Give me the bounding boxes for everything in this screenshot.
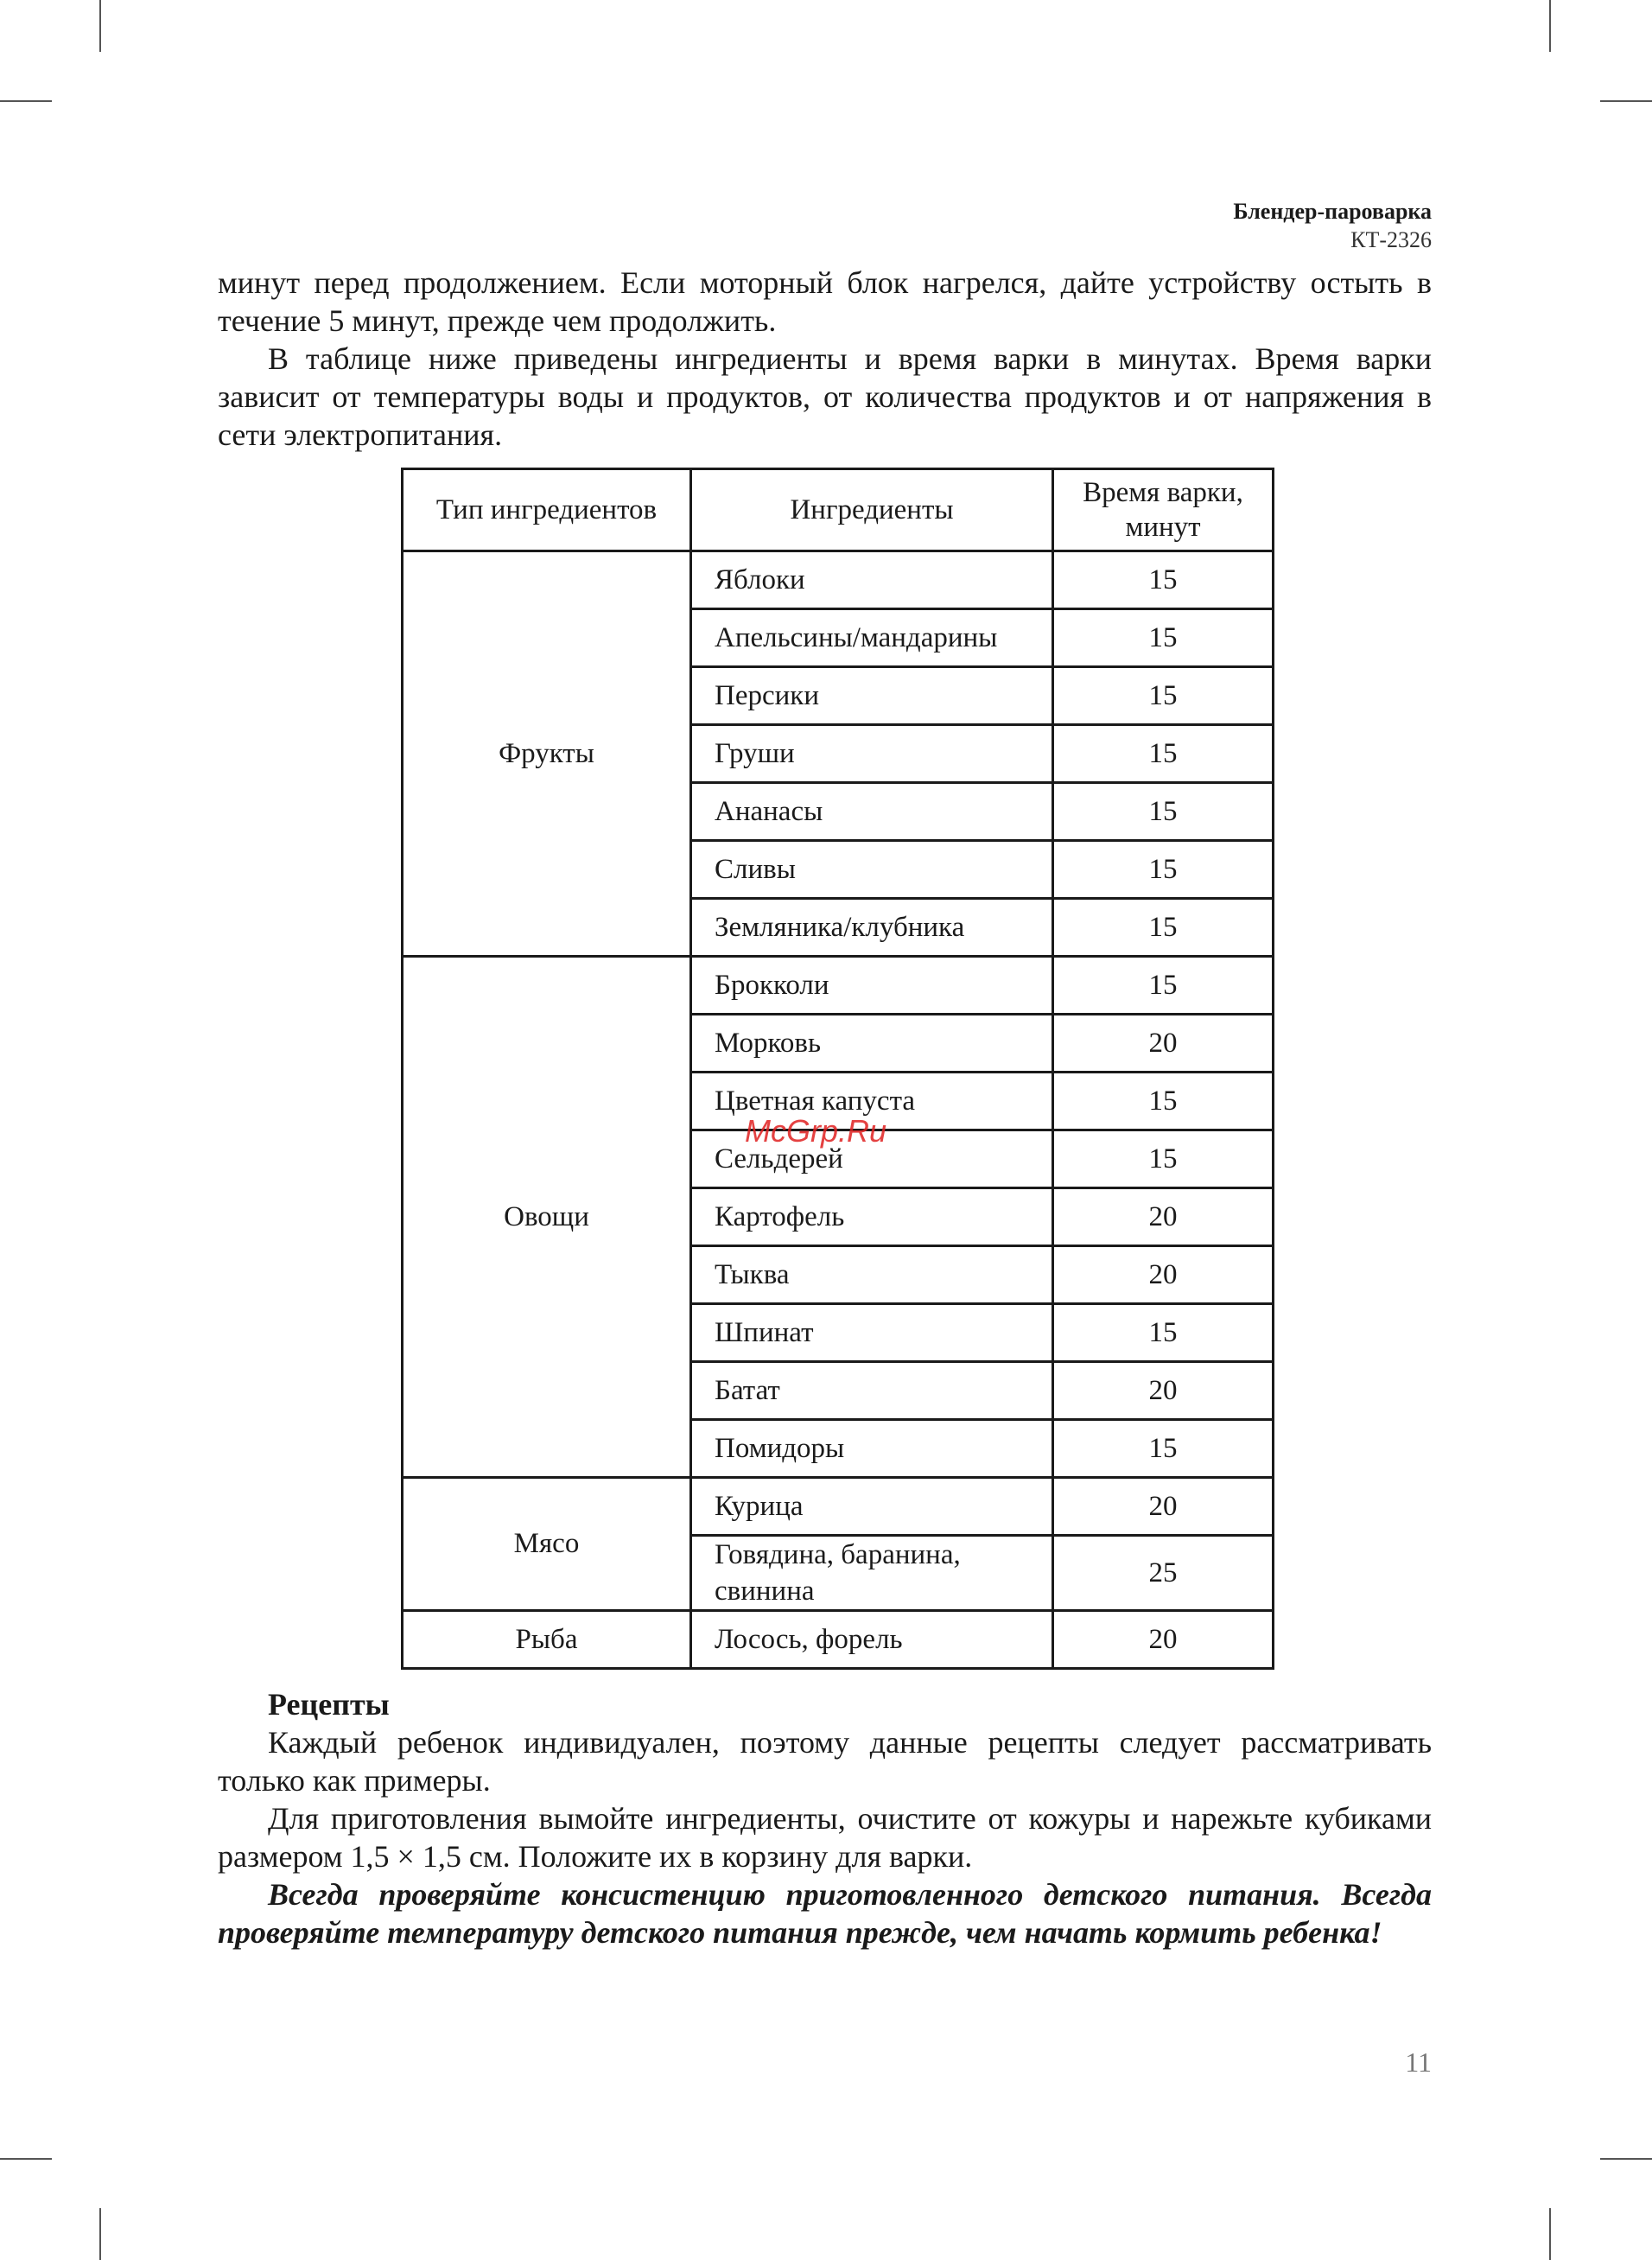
- time-cell: 15: [1053, 725, 1274, 783]
- table-row: [403, 1478, 1274, 1536]
- crop-mark: [1549, 0, 1551, 52]
- time-cell: 15: [1053, 1130, 1274, 1188]
- ingredient-cell: Картофель: [691, 1188, 1053, 1246]
- time-cell: 20: [1053, 1188, 1274, 1246]
- ingredient-cell: Брокколи: [691, 957, 1053, 1015]
- time-cell: 20: [1053, 1362, 1274, 1420]
- ingredient-cell: Батат: [691, 1362, 1053, 1420]
- ingredient-cell: Сельдерей: [691, 1130, 1053, 1188]
- type-cell: Фрукты: [403, 551, 691, 957]
- ingredient-cell: Шпинат: [691, 1304, 1053, 1362]
- crop-mark: [1600, 100, 1652, 102]
- ingredient-cell: Ананасы: [691, 783, 1053, 841]
- ingredient-cell: Цветная капуста: [691, 1073, 1053, 1130]
- time-cell: 15: [1053, 609, 1274, 667]
- page-header: [1233, 197, 1432, 254]
- time-cell: 15: [1053, 783, 1274, 841]
- header-ingredients: Ингредиенты: [691, 469, 1053, 551]
- product-title: Блендер-пароварка: [1233, 199, 1432, 224]
- ingredient-cell: Помидоры: [691, 1420, 1053, 1478]
- table-row: [403, 1611, 1274, 1669]
- type-cell: Овощи: [403, 957, 691, 1478]
- intro-paragraph-1: минут перед продолжением. Если моторный блок нагрелся, дайте устройству остыть в течение 5 минут, прежде чем продолжить.: [218, 265, 1432, 338]
- type-cell: Рыба: [403, 1611, 691, 1669]
- ingredient-cell: Земляника/клубника: [691, 899, 1053, 957]
- ingredient-cell: Курица: [691, 1478, 1053, 1536]
- ingredient-cell: Сливы: [691, 841, 1053, 899]
- ingredient-cell: Лосось, форель: [691, 1611, 1053, 1669]
- time-cell: 20: [1053, 1015, 1274, 1073]
- ingredient-cell: Говядина, баранина, свинина: [691, 1536, 1053, 1611]
- time-cell: 15: [1053, 1073, 1274, 1130]
- time-cell: 15: [1053, 667, 1274, 725]
- time-cell: 15: [1053, 1420, 1274, 1478]
- ingredient-cell: Персики: [691, 667, 1053, 725]
- page-number: 11: [1405, 2047, 1432, 2078]
- crop-mark: [0, 100, 52, 102]
- time-cell: 15: [1053, 899, 1274, 957]
- header-type: Тип ингредиентов: [403, 469, 691, 551]
- time-cell: 20: [1053, 1611, 1274, 1669]
- time-cell: 25: [1053, 1536, 1274, 1611]
- crop-mark: [1600, 2158, 1652, 2160]
- safety-warning: Всегда проверяйте консистенцию приготовленного детского питания. Всегда проверяйте температуру детского питания прежде, чем начать кормить ребенка!: [218, 1877, 1432, 1950]
- time-cell: 20: [1053, 1478, 1274, 1536]
- cooking-time-table: [401, 468, 1274, 1670]
- intro-paragraph-2: В таблице ниже приведены ингредиенты и время варки в минутах. Время варки зависит от температуры воды и продуктов, от количества продуктов и от напряжения в сети электропитания.: [218, 341, 1432, 452]
- recipes-heading: Рецепты: [268, 1687, 390, 1722]
- time-cell: 15: [1053, 957, 1274, 1015]
- time-cell: 15: [1053, 551, 1274, 609]
- recipes-paragraph-1: Каждый ребенок индивидуален, поэтому данные рецепты следует рассматривать только как примеры.: [218, 1725, 1432, 1798]
- product-model: КТ-2326: [1350, 227, 1432, 252]
- watermark: McGrp.Ru: [745, 1113, 887, 1149]
- time-cell: 15: [1053, 1304, 1274, 1362]
- crop-mark: [99, 2208, 101, 2260]
- time-cell: 20: [1053, 1246, 1274, 1304]
- table-row: [403, 957, 1274, 1015]
- ingredient-cell: Тыква: [691, 1246, 1053, 1304]
- table-row: [403, 551, 1274, 609]
- ingredient-cell: Яблоки: [691, 551, 1053, 609]
- crop-mark: [0, 2158, 52, 2160]
- page-content: [218, 264, 1432, 1951]
- type-cell: Мясо: [403, 1478, 691, 1611]
- time-cell: 15: [1053, 841, 1274, 899]
- crop-mark: [1549, 2208, 1551, 2260]
- crop-mark: [99, 0, 101, 52]
- ingredient-cell: Морковь: [691, 1015, 1053, 1073]
- table-header-row: [403, 469, 1274, 551]
- ingredient-cell: Груши: [691, 725, 1053, 783]
- recipes-paragraph-2: Для приготовления вымойте ингредиенты, очистите от кожуры и нарежьте кубиками размером 1,5 × 1,5 см. Положите их в корзину для варки.: [218, 1801, 1432, 1874]
- ingredient-cell: Апельсины/мандарины: [691, 609, 1053, 667]
- header-time: Время варки, минут: [1053, 469, 1274, 551]
